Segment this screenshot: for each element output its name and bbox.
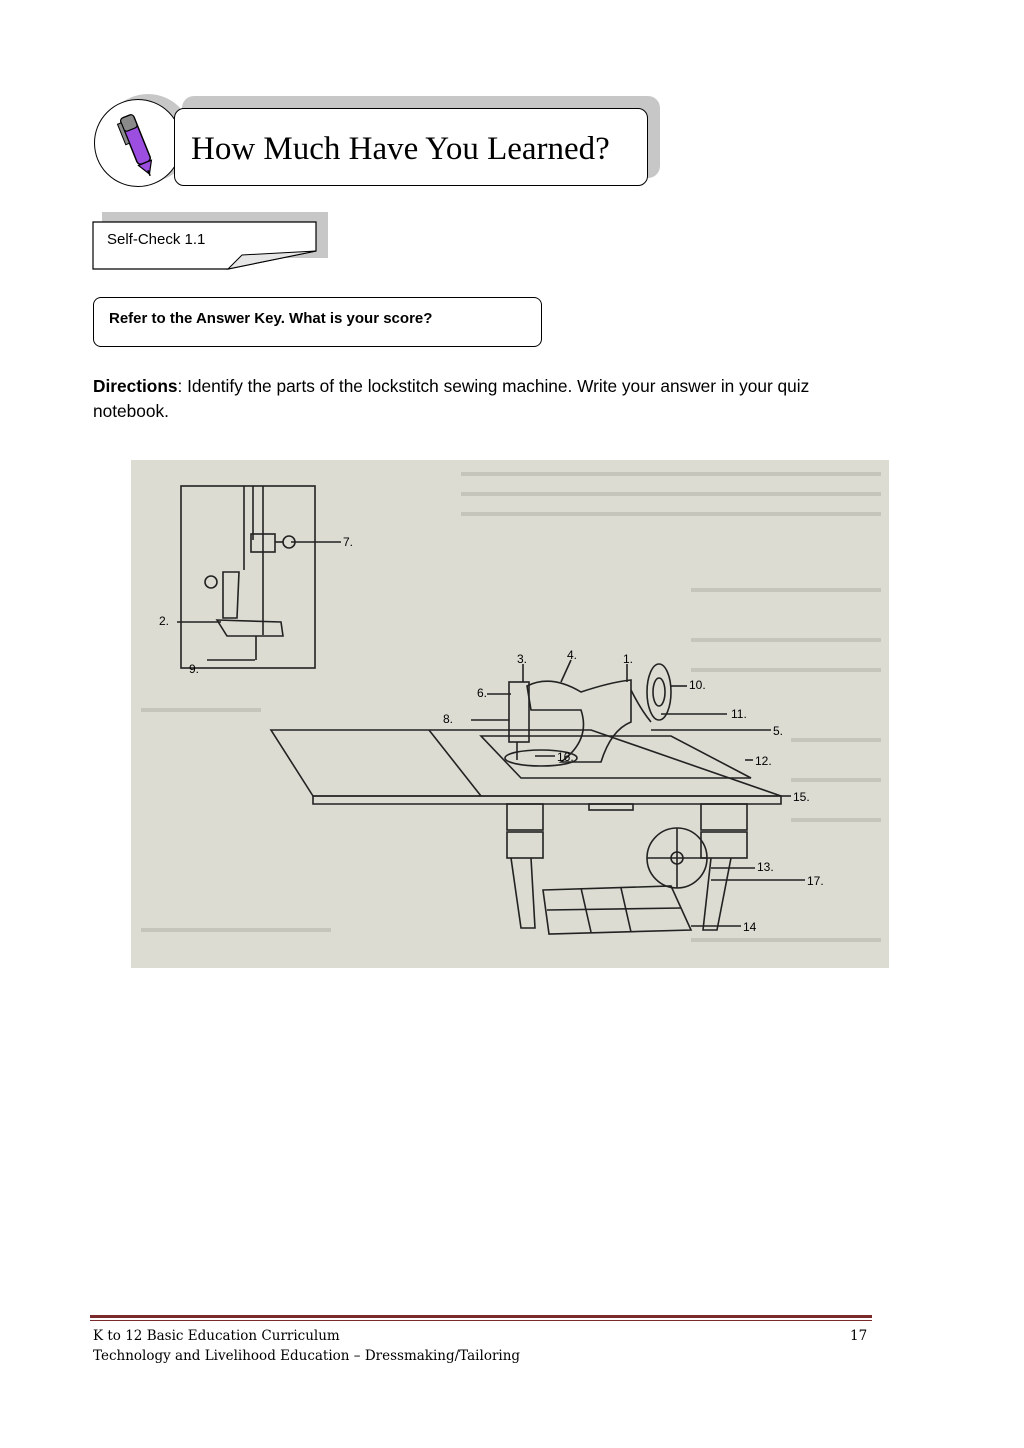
icon-circle bbox=[94, 99, 182, 187]
answer-key-box bbox=[93, 297, 542, 347]
directions-paragraph bbox=[93, 374, 873, 424]
page-title: How Much Have You Learned? bbox=[191, 131, 610, 167]
self-check-label: Self-Check 1.1 bbox=[107, 231, 206, 248]
figure-label: 6. bbox=[477, 686, 488, 700]
figure-label: 15. bbox=[793, 790, 810, 804]
sewing-machine-figure bbox=[131, 460, 889, 968]
figure-label: 10. bbox=[689, 678, 706, 692]
figure-label: 3. bbox=[517, 652, 528, 666]
figure-label: 2. bbox=[159, 614, 170, 628]
figure-label: 8. bbox=[443, 712, 454, 726]
figure-label: 17. bbox=[807, 874, 824, 888]
figure-label: 13. bbox=[757, 860, 774, 874]
footer-curriculum: K to 12 Basic Education Curriculum bbox=[93, 1328, 340, 1344]
figure-label: 16. bbox=[557, 750, 574, 764]
figure-label: 7. bbox=[343, 535, 354, 549]
directions-label: Directions bbox=[93, 376, 178, 396]
footer-rule bbox=[90, 1315, 872, 1318]
answer-key-text: Refer to the Answer Key. What is your score? bbox=[109, 310, 433, 327]
sewing-machine-illustration bbox=[131, 460, 889, 968]
footer-rule-thin bbox=[90, 1320, 872, 1321]
figure-label: 5. bbox=[773, 724, 784, 738]
figure-label: 4. bbox=[567, 648, 578, 662]
directions-text: : Identify the parts of the lockstitch sewing machine. Write your answer in your quiz notebook. bbox=[93, 376, 810, 421]
pen-icon bbox=[95, 100, 181, 186]
figure-label: 1. bbox=[623, 652, 634, 666]
figure-label: 12. bbox=[755, 754, 772, 768]
page-number: 17 bbox=[850, 1328, 868, 1344]
footer-subject: Technology and Livelihood Education – Dressmaking/Tailoring bbox=[93, 1348, 521, 1364]
header-banner bbox=[174, 108, 648, 186]
figure-label: 14 bbox=[743, 920, 757, 934]
figure-label: 11. bbox=[731, 707, 747, 721]
figure-label: 9. bbox=[189, 662, 200, 676]
